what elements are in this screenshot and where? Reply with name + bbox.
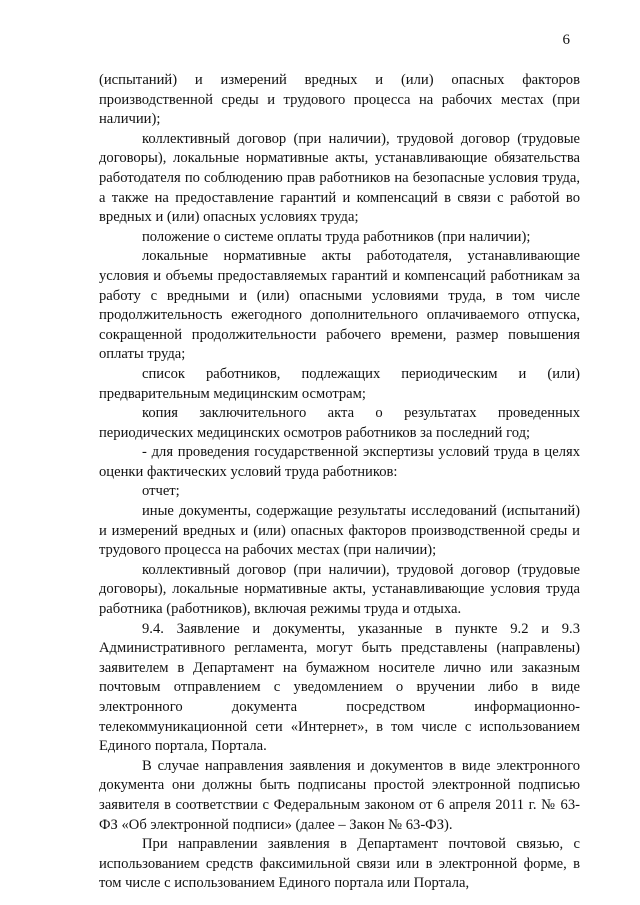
- paragraph: - для проведения государственной экспертизы условий труда в целях оценки фактических условий труда работников:: [99, 444, 580, 480]
- paragraph: В случае направления заявления и документов в виде электронного документа они должны быть подписаны простой электронной подписью заявителя в соответствии с Федеральным законом от 6 апреля 2011 г. № 63-ФЗ «Об электронной подписи» (далее – Закон № 63-ФЗ).: [99, 757, 580, 833]
- paragraph: иные документы, содержащие результаты исследований (испытаний) и измерений вредных и (или) опасных факторов производственной среды и трудового процесса на рабочих местах (при наличии);: [99, 503, 580, 559]
- paragraph: (испытаний) и измерений вредных и (или) опасных факторов производственной среды и трудового процесса на рабочих местах (при наличии);: [99, 72, 580, 128]
- paragraph: копия заключительного акта о результатах проведенных периодических медицинских осмотров работников за последний год;: [99, 405, 580, 441]
- paragraph: отчет;: [142, 483, 180, 500]
- paragraph: коллективный договор (при наличии), трудовой договор (трудовые договоры), локальные нормативные акты, устанавливающие обязательства работодателя по соблюдению прав работников на безопасные условия труда, а также на предоставление гарантий и компенсаций в связи с работой во вредных и (или) опасных условиях труда;: [99, 130, 580, 226]
- paragraph: коллективный договор (при наличии), трудовой договор (трудовые договоры), локальные нормативные акты, устанавливающие условия труда работника (работников), включая режимы труда и отдыха.: [99, 561, 580, 618]
- paragraph: 9.4. Заявление и документы, указанные в пункте 9.2 и 9.3 Административного регламента, могут быть представлены (направлены) заявителем в Департамент на бумажном носителе лично или заказным почтовым отправлением с уведомлением о вручении либо в виде электронного документа посредством информационно-телекоммуникационной сети «Интернет», в том числе с использованием Единого портала, Портала.: [99, 620, 580, 755]
- paragraph: список работников, подлежащих периодическим и (или) предварительным медицинским осмотрам;: [99, 365, 580, 402]
- paragraph: положение о системе оплаты труда работников (при наличии);: [142, 228, 531, 245]
- paragraph: локальные нормативные акты работодателя, устанавливающие условия и объемы предоставляемых гарантий и компенсаций работникам за работу с вредными и (или) опасными условиями труда, в том числе продолжительность ежегодного дополнительного оплачиваемого отпуска, сокращенной продолжительности рабочего времени, размер повышения оплаты труда;: [99, 248, 580, 363]
- paragraph: При направлении заявления в Департамент почтовой связью, с использованием средств факсимильной связи или в электронной форме, в том числе с использованием Единого портала или Портала,: [99, 836, 580, 892]
- page-number: 6: [562, 32, 570, 48]
- document-body: [99, 71, 580, 894]
